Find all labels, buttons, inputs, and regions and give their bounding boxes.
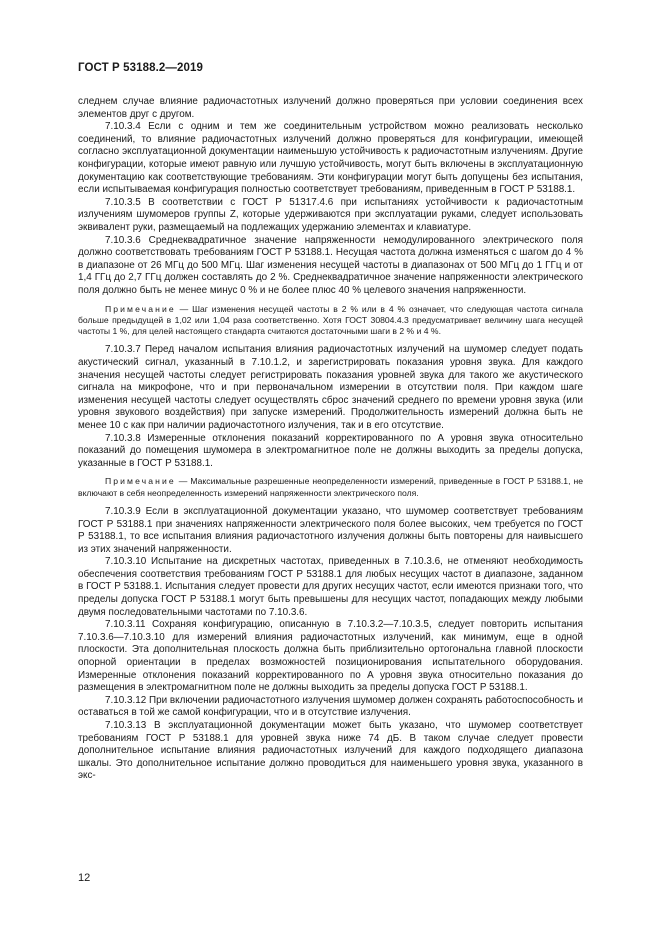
note-paragraph — [78, 476, 583, 499]
body-paragraph: 7.10.3.6 Среднеквадратичное значение напряженности немодулированного электрического поля должно соответствовать требованиям ГОСТ Р 53188.1. Несущая частота должна изменяться с шагом до 4 % в диапазоне от 26 МГц до 500 МГц. Шаг изменения несущей частоты в диапазонах от 500 МГц до 1 ГГц и от 1,4 ГГц до 2,7 ГГц должен составлять до 2 %. Среднеквадратичное значение напряженности электрического поля должно быть не менее минус 0 % и не более плюс 40 % целевого значения напряженности. — [78, 234, 583, 296]
body-paragraph: следнем случае влияние радиочастотных излучений должно проверяться при условии соединения всех элементов друг с другом. — [78, 96, 583, 120]
body-paragraph: 7.10.3.11 Сохраняя конфигурацию, описанную в 7.10.3.2—7.10.3.5, следует повторить испытания 7.10.3.6—7.10.3.10 для измерений влияния радиочастотных излучений, как минимум, еще в одной плоскости. Эта дополнительная плоскость должна быть приблизительно ортогональна главной плоскости опорной ориентации в пределах возможностей позиционирования испытательного оборудования. Измеренные отклонения показаний корректированного по А уровня звука относительно показания до размещения в электромагнитном поле не должны выходить за пределы допуска ГОСТ Р 53188.1. — [78, 619, 583, 694]
body-paragraph: 7.10.3.12 При включении радиочастотного излучения шумомер должен сохранять работоспособность и оставаться в той же самой конфигурации, что и в отсутствие излучения. — [78, 694, 583, 719]
note-label: Примечание — [105, 476, 176, 487]
body-paragraph: 7.10.3.9 Если в эксплуатационной документации указано, что шумомер соответствует требованиям ГОСТ Р 53188.1 при значениях напряженности электрического поля более высоких, чем требуется по ГОСТ Р 53188.1, то все испытания влияния радиочастотного излучения должны быть повторены для наивысшего из этих значений напряженности. — [78, 505, 583, 555]
document-header: ГОСТ Р 53188.2—2019 — [78, 62, 203, 74]
note-paragraph — [78, 304, 583, 338]
body-paragraph: 7.10.3.4 Если с одним и тем же соединительным устройством можно реализовать несколько соединений, то влияние радиочастотных излучений должно проверяться для конфигурации, имеющей согласно эксплуатационной документации наименьшую устойчивость к радиочастотным излучениям. Другие конфигурации, которые имеют равную или лучшую устойчивость, могут быть включены в эксплуатационную документацию как соответствующие требованиям. Эти конфигурации могут быть допущены без испытания, если испытываемая конфигурация полностью соответствует требованиям, приведенным в ГОСТ Р 53188.1. — [78, 121, 583, 196]
page-number: 12 — [78, 872, 91, 884]
note-label: Примечание — [105, 303, 176, 314]
body-paragraph: 7.10.3.7 Перед началом испытания влияния радиочастотных излучений на шумомер следует подать акустический сигнал, указанный в 7.10.1.2, и зарегистрировать показания уровня звука. Для каждого значения несущей частоты следует регистрировать показания уровней звука для такого же акустического сигнала на микрофоне, что и при первоначальном измерении в отсутствии поля. При каждом шаге изменения несущей частоты следует осуществлять сброс значений среднего по времени уровня звука (или уровня звукового воздействия) при запуске измерений. Продолжительность измерений должна быть не менее 10 с как при наличии радиочастотного излучения, так и в его отсутствие. — [78, 344, 583, 431]
document-body — [78, 96, 583, 783]
body-paragraph: 7.10.3.8 Измеренные отклонения показаний корректированного по А уровня звука относительно показаний до помещения шумомера в электромагнитное поле не должны выходить за пределы допуска, указанные в ГОСТ Р 53188.1. — [78, 432, 583, 469]
body-paragraph: 7.10.3.10 Испытание на дискретных частотах, приведенных в 7.10.3.6, не отменяют необходимость обеспечения соответствия требованиям ГОСТ Р 53188.1 для любых несущих частот в диапазоне, заданном в ГОСТ Р 53188.1. Испытания следует провести для других несущих частот, если имеются признаки того, что пределы допуска ГОСТ Р 53188.1 могут быть превышены для несущих частот, попадающих между любыми двумя последовательными частотами по 7.10.3.6. — [78, 556, 583, 618]
body-paragraph: 7.10.3.5 В соответствии с ГОСТ Р 51317.4.6 при испытаниях устойчивости к радиочастотным излучениям шумомеров группы Z, которые удерживаются при эксплуатации руками, следует использовать эквивалент руки, размещаемый на подлежащих удержанию элементах и клавиатуре. — [78, 196, 583, 233]
body-paragraph: 7.10.3.13 В эксплуатационной документации может быть указано, что шумомер соответствует требованиям ГОСТ Р 53188.1 для уровней звука ниже 74 дБ. В таком случае следует провести дополнительное испытание влияния радиочастотных излучений для каждого подходящего диапазона шкалы. Это дополнительное испытание должно проводиться для наименьшего уровня звука, указанного в экс- — [78, 720, 583, 782]
note-text: — Максимальные разрешенные неопределенности измерений, приведенные в ГОСТ Р 53188.1, не включают в себя неопределенность измерений напряженности электрического поля. — [78, 476, 584, 498]
note-text: — Шаг изменения несущей частоты в 2 % или в 4 % означает, что следующая частота сигнала больше предыдущей в 1,02 или 1,04 раза соответственно. Хотя ГОСТ 30804.4.3 предусматривает величину шага несущей частоты 1 %, для целей настоящего стандарта считаются достаточными шаги в 2 % и 4 %. — [78, 303, 583, 337]
